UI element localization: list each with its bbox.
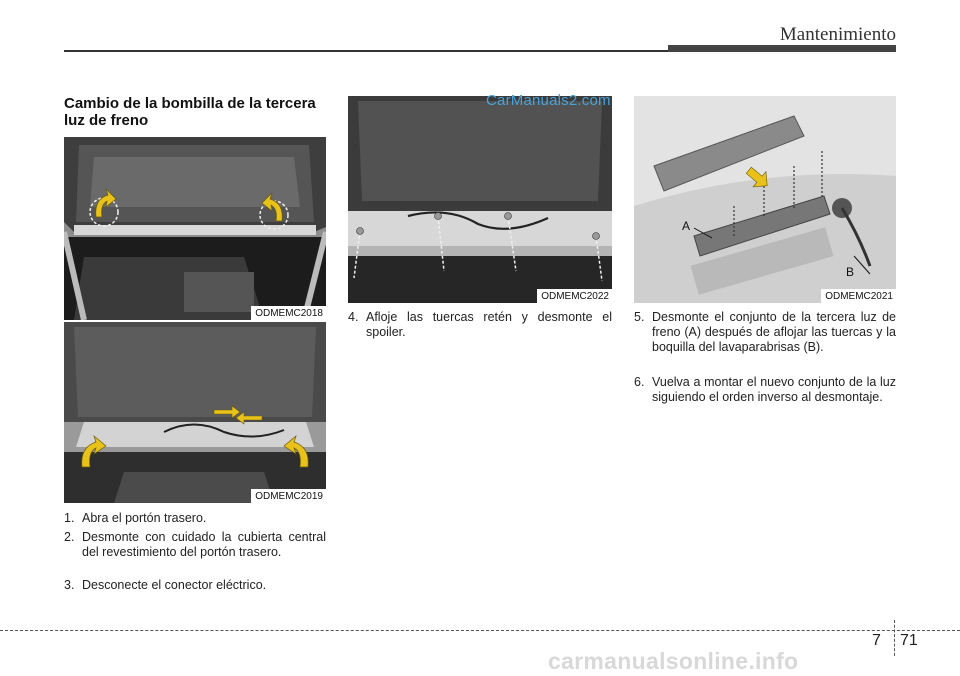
photo-trim-cover <box>64 322 326 503</box>
label-a: A <box>682 219 691 233</box>
figure-trim-cover <box>64 322 326 503</box>
step-number: 5. <box>634 310 645 324</box>
step-5 <box>634 310 896 355</box>
step-1 <box>64 511 326 526</box>
running-header: Mantenimiento <box>779 24 896 45</box>
step-text: Afloje las tuercas retén y desmonte el spoiler. <box>366 310 612 339</box>
figure-open-tailgate <box>64 137 326 320</box>
page-number: 71 <box>900 632 918 649</box>
figure-brake-light-assembly <box>634 96 896 303</box>
figure-code: ODMEMC2021 <box>821 289 896 303</box>
section-title: Cambio de la bombilla de la tercera luz de freno <box>64 95 316 129</box>
step-6 <box>634 375 896 405</box>
footer-watermark: carmanualsonline.info <box>548 648 799 674</box>
chapter-number: 7 <box>872 632 881 649</box>
step-text: Desmonte con cuidado la cubierta central del revestimiento del portón trasero. <box>82 530 326 559</box>
step-2 <box>64 530 326 560</box>
photo-open-tailgate <box>64 137 326 320</box>
figure-spoiler-nuts <box>348 96 612 303</box>
step-text: Vuelva a montar el nuevo conjunto de la luz siguiendo el orden inverso al desmontaje. <box>652 375 896 404</box>
step-text: Desconecte el conector eléctrico. <box>82 578 267 592</box>
step-text: Abra el portón trasero. <box>82 511 207 525</box>
step-4 <box>348 310 612 340</box>
step-number: 2. <box>64 530 75 544</box>
photo-spoiler-nuts <box>348 96 612 303</box>
figure-code: ODMEMC2022 <box>537 289 612 303</box>
footer-rule <box>0 630 960 631</box>
step-number: 6. <box>634 375 645 389</box>
site-watermark: CarManuals2.com <box>486 92 611 109</box>
header-rule <box>64 50 668 52</box>
step-3 <box>64 578 326 593</box>
header-rule-bar <box>668 45 896 52</box>
label-b: B <box>846 265 855 279</box>
photo-brake-light-assembly <box>634 96 896 303</box>
step-number: 1. <box>64 511 75 525</box>
figure-code: ODMEMC2019 <box>251 489 326 503</box>
footer-separator <box>894 620 895 656</box>
step-number: 3. <box>64 578 75 592</box>
figure-code: ODMEMC2018 <box>251 306 326 320</box>
step-number: 4. <box>348 310 359 324</box>
step-text: Desmonte el conjunto de la tercera luz de freno (A) después de aflojar las tuercas y la boquilla del lavaparabrisas (B). <box>652 310 896 354</box>
